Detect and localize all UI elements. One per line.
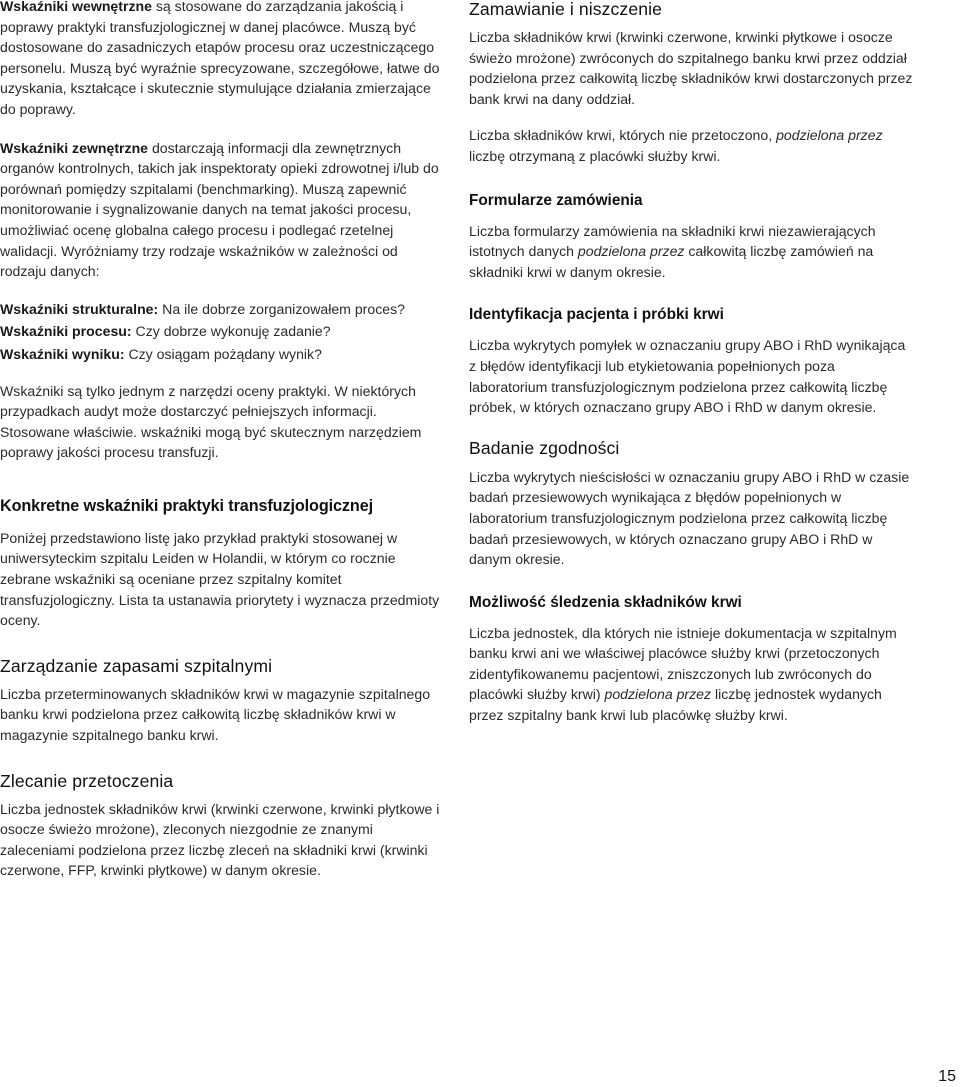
outcome-indicators-line	[0, 344, 446, 365]
transfusion-orders-paragraph: Liczba jednostek składników krwi (krwinki czerwone, krwinki płytkowe i osocze świeżo mrożone), zleconych niezgodnie ze znanymi zaleceniami podzielona przez liczbę zleceń na składniki krwi (krwinki czerwone, FFP, krwinki płytkowe) w danym okresie.	[0, 800, 440, 879]
order-forms-paragraph	[469, 221, 915, 283]
page-number: 15	[938, 1068, 956, 1085]
ordering-destruction-paragraph-2	[469, 125, 915, 166]
process-indicators-term: Wskaźniki procesu:	[0, 323, 132, 340]
ordering-destruction-heading: Zamawianie i niszczenie	[469, 0, 662, 19]
traceability-heading: Możliwość śledzenia składników krwi	[469, 593, 742, 611]
paragraph-text: liczbę otrzymaną z placówki służby krwi.	[469, 147, 721, 164]
paragraph-text: Liczba formularzy zamówienia na składniki krwi niezawierających istotnych danych	[469, 222, 876, 260]
internal-indicators-term: Wskaźniki wewnętrzne	[0, 0, 152, 14]
stock-management-paragraph: Liczba przeterminowanych składników krwi w magazynie szpitalnego banku krwi podzielona przez całkowitą liczbę składników krwi w magazynie szpitalnego banku krwi.	[0, 685, 431, 744]
paragraph-text: liczbę jednostek wydanych przez szpitalny bank krwi lub placówkę służby krwi.	[469, 686, 882, 724]
outcome-indicators-question: Czy osiągam pożądany wynik?	[124, 345, 322, 362]
paragraph-text: Liczba składników krwi, których nie przetoczono,	[469, 127, 777, 144]
internal-indicators-paragraph	[0, 0, 446, 120]
order-forms-heading: Formularze zamówienia	[469, 191, 643, 209]
emphasis-text: podzielona przez	[604, 686, 712, 703]
left-column	[0, 0, 446, 881]
external-indicators-paragraph	[0, 138, 446, 282]
paragraph-text: całkowitą liczbę zamówień na składniki krwi w danym okresie.	[469, 243, 874, 280]
external-indicators-term: Wskaźniki zewnętrzne	[0, 139, 149, 156]
transfusion-orders-heading: Zlecanie przetoczenia	[0, 770, 174, 791]
patient-identification-heading: Identyfikacja pacjenta i próbki krwi	[469, 306, 724, 324]
internal-indicators-text: są stosowane do zarządzania jakością i poprawy praktyki transfuzjologicznej w danej placówce. Muszą być dostosowane do zasadniczych etapów procesu oraz uczestniczącego personelu. Muszą być wyraźnie sprecyzowane, szczegółowe, łatwe do uzyskania, kształcące i skutecznie stymulujące działania zmierzające do poprawy.	[0, 0, 440, 117]
section-intro-paragraph: Poniżej przedstawiono listę jako przykład praktyki stosowanej w uniwersyteckim szpitalu Leiden w Holandii, w którym co rocznie zebrane wskaźniki są oceniane przez szpitalny komitet transfuzjologiczny. Lista ta ustanawia priorytety i wyznacza przedmioty oceny.	[0, 529, 440, 629]
stock-management-heading: Zarządzanie zapasami szpitalnymi	[0, 655, 273, 676]
structural-indicators-term: Wskaźniki strukturalne:	[0, 300, 159, 317]
outcome-indicators-term: Wskaźniki wyniku:	[0, 345, 125, 362]
compatibility-testing-paragraph: Liczba wykrytych nieścisłości w oznaczaniu grupy ABO i RhD w czasie badań przesiewowych wynikająca z błędów popełnionych w laboratorium transfuzjologicznym podzielona przez całkowitą liczbę badań przesiewowych, w których oznaczano grupy ABO i RhD w danym okresie.	[469, 468, 910, 568]
paragraph-text: Liczba jednostek, dla których nie istnieje dokumentacja w szpitalnym banku krwi ani we właściwej placówce służby krwi (przetoczonych zidentyfikowanemu pacjentowi, zniszczonych lub zwróconych do placówki służby krwi)	[469, 624, 897, 703]
external-indicators-text: dostarczają informacji dla zewnętrznych organów kontrolnych, takich jak inspektoraty opieki zdrowotnej i/lub do porównań pomiędzy szpitalami (benchmarking). Muszą zapewnić monitorowanie i sygnalizowanie danych na temat jakości procesu, umożliwiać ocenę globalna całego procesu i podlegać rzetelnej walidacji. Wyróżniamy trzy rodzaje wskaźników w zależności od rodzaju danych:	[0, 139, 439, 280]
emphasis-text: podzielona przez	[776, 127, 883, 144]
indicators-note-paragraph: Wskaźniki są tylko jednym z narzędzi oceny praktyki. W niektórych przypadkach audyt może dostarczyć pełniejszych informacji. Stosowane właściwie. wskaźniki mogą być skutecznym narzędziem poprawy jakości procesu transfuzji.	[0, 382, 422, 461]
emphasis-text: podzielona przez	[577, 243, 685, 260]
right-column	[469, 0, 915, 726]
section-title: Konkretne wskaźniki praktyki transfuzjologicznej	[0, 496, 374, 515]
traceability-paragraph	[469, 623, 915, 726]
process-indicators-question: Czy dobrze wykonuję zadanie?	[131, 323, 331, 340]
structural-indicators-question: Na ile dobrze zorganizowałem proces?	[158, 300, 405, 317]
compatibility-testing-heading: Badanie zgodności	[469, 437, 620, 458]
ordering-destruction-paragraph-1: Liczba składników krwi (krwinki czerwone, krwinki płytkowe i osocze świeżo mrożone) zwróconych do szpitalnego banku krwi przez oddział podzielona przez całkowitą liczbę składników krwi dostarczonych przez bank krwi na dany oddział.	[469, 29, 913, 107]
patient-identification-paragraph: Liczba wykrytych pomyłek w oznaczaniu grupy ABO i RhD wynikająca z błędów identyfikacji lub etykietowania popełnionych poza laboratorium transfuzjologicznym podzielona przez całkowitą liczbę próbek, w których oznaczano grupy ABO i RhD w danym okresie.	[469, 337, 906, 416]
process-indicators-line	[0, 321, 446, 342]
structural-indicators-line	[0, 299, 446, 320]
